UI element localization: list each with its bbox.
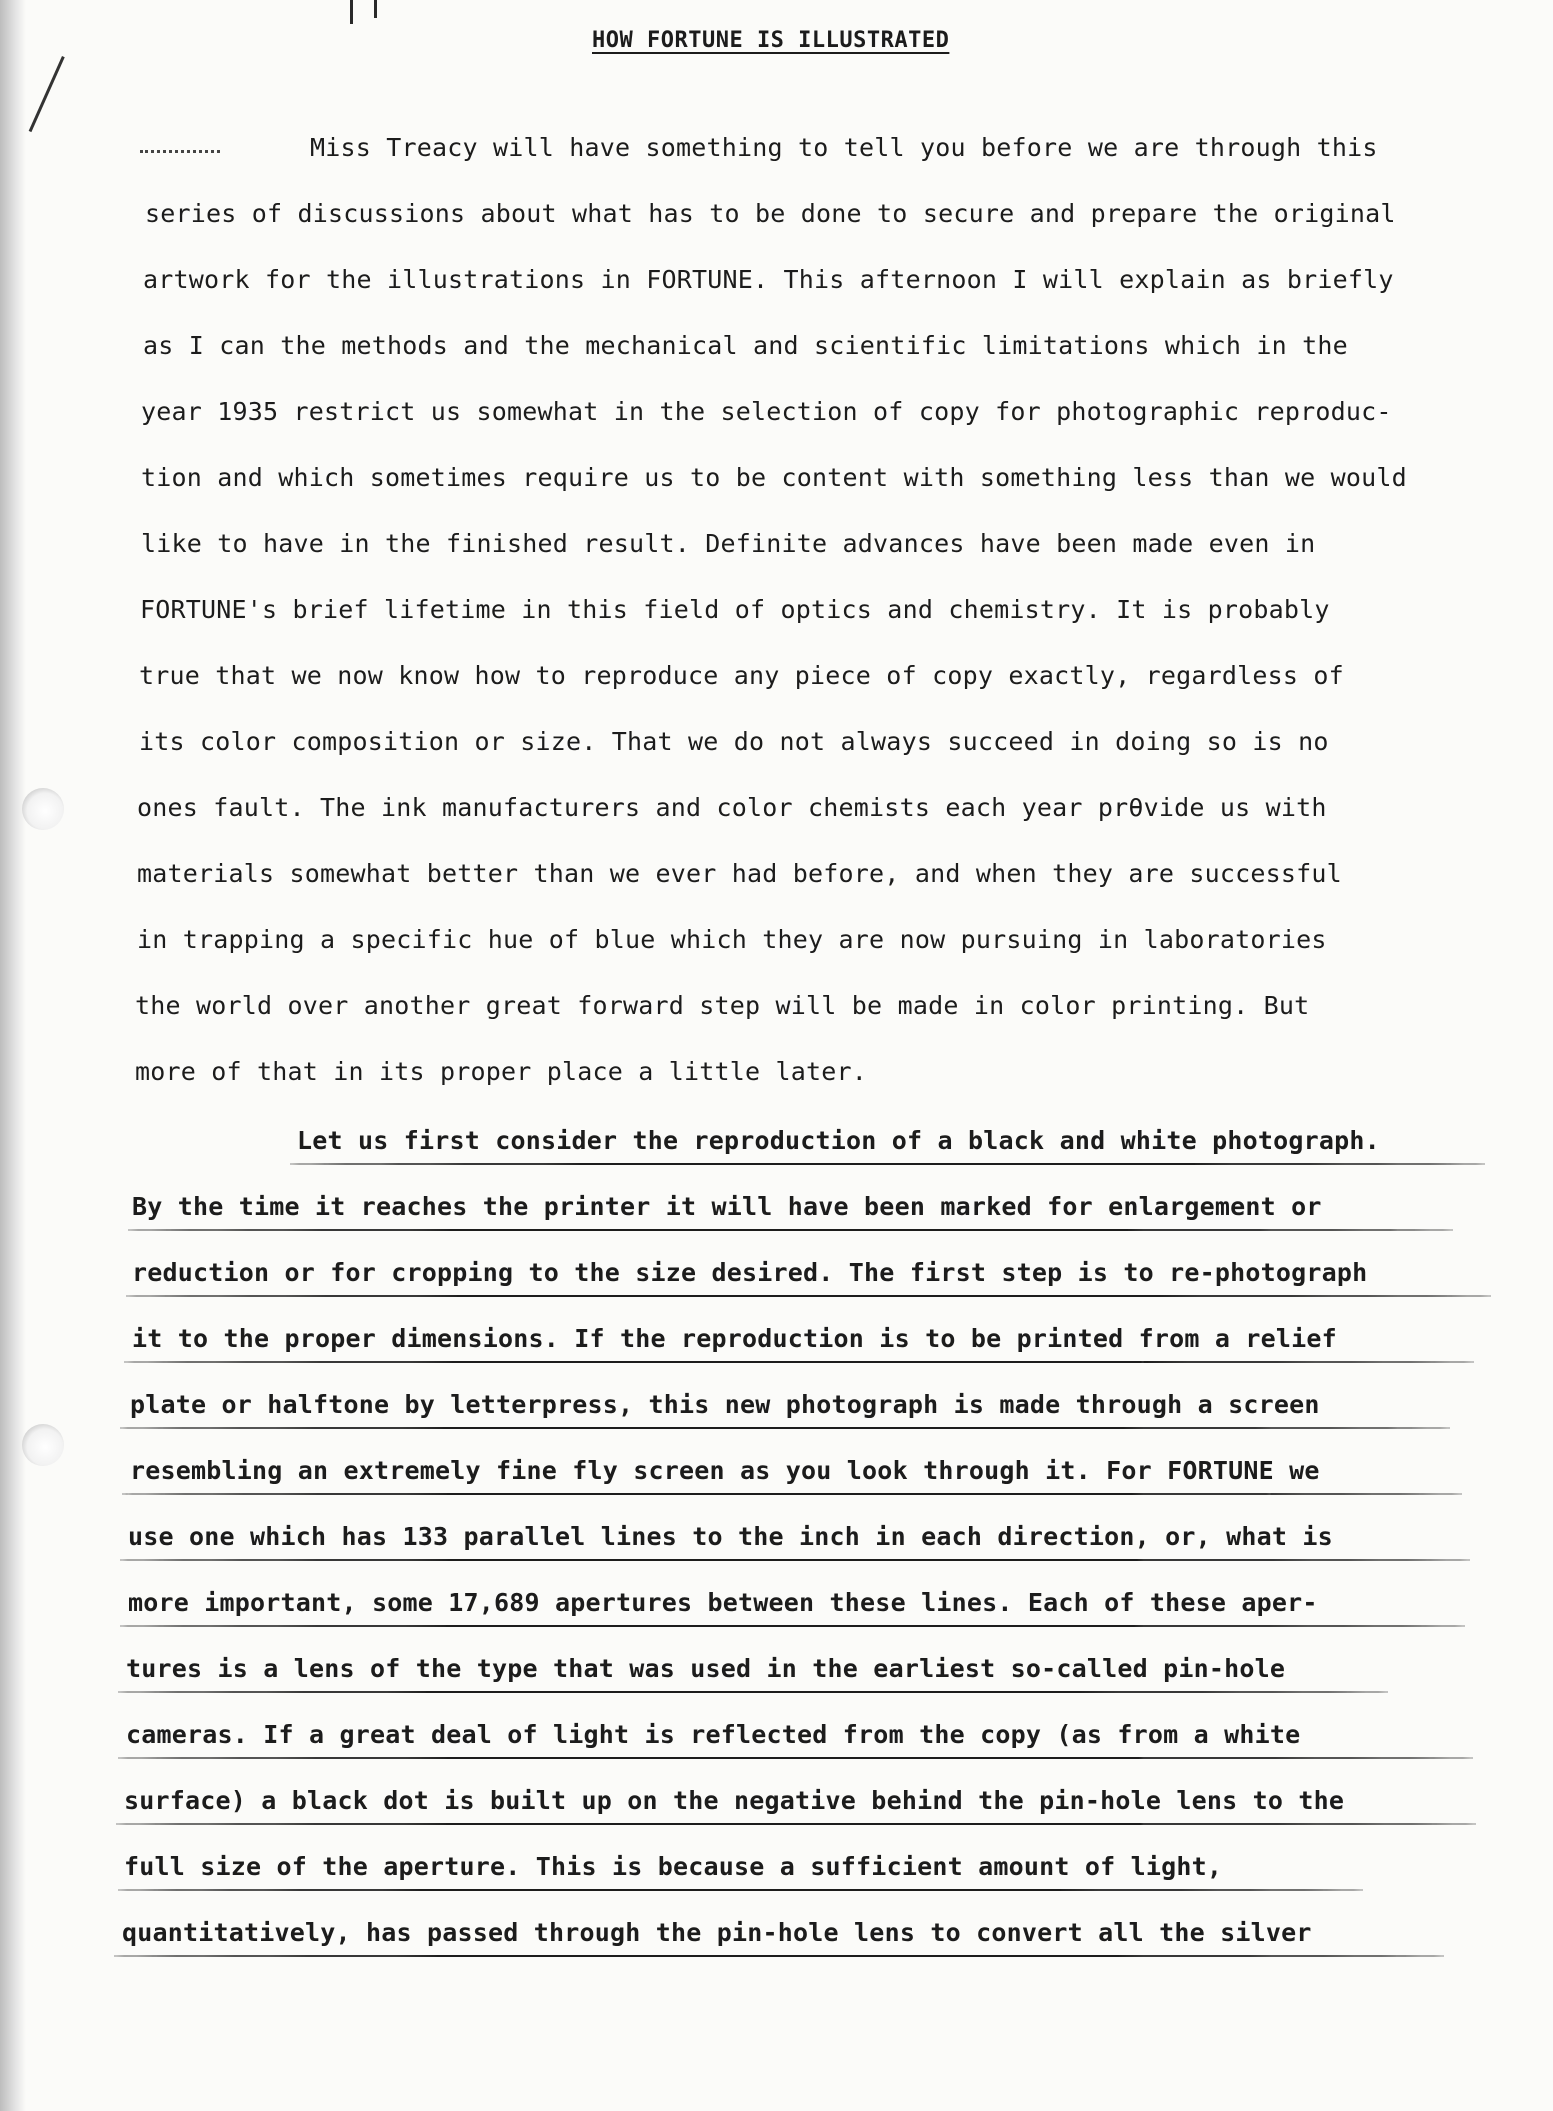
pen-underline — [118, 1691, 1388, 1693]
text-line: tures is a lens of the type that was used in the earliest so-called pin-hole — [126, 1654, 1286, 1683]
margin-dash-marks — [140, 150, 220, 159]
text-line: ones fault. The ink manufacturers and color chemists each year prθvide us with — [137, 793, 1327, 822]
pen-underline — [124, 1361, 1474, 1363]
text-line: cameras. If a great deal of light is reflected from the copy (as from a white — [126, 1720, 1301, 1749]
text-line: it to the proper dimensions. If the reproduction is to be printed from a relief — [132, 1324, 1337, 1353]
text-line: its color composition or size. That we do not always succeed in doing so is no — [139, 727, 1329, 756]
pen-underline — [114, 1955, 1444, 1957]
pen-underline — [118, 1889, 1363, 1891]
text-line: year 1935 restrict us somewhat in the selection of copy for photographic reproduc- — [141, 397, 1392, 426]
text-line: Let us first consider the reproduction of a black and white photograph. — [297, 1126, 1380, 1155]
text-line: materials somewhat better than we ever had before, and when they are successful — [137, 859, 1342, 888]
text-line: resembling an extremely fine fly screen as you look through it. For FORTUNE we — [130, 1456, 1320, 1485]
pen-underline — [120, 1559, 1470, 1561]
text-line: like to have in the finished result. Definite advances have been made even in — [141, 529, 1316, 558]
text-line: use one which has 133 parallel lines to the inch in each direction, or, what is — [128, 1522, 1333, 1551]
text-line: full size of the aperture. This is because a sufficient amount of light, — [124, 1852, 1223, 1881]
pen-underline — [120, 1625, 1465, 1627]
punch-hole-icon — [22, 788, 64, 830]
text-line: Miss Treacy will have something to tell you before we are through this — [310, 133, 1378, 162]
top-pen-marks — [350, 0, 410, 30]
text-line: By the time it reaches the printer it will have been marked for enlargement or — [132, 1192, 1322, 1221]
text-line: true that we now know how to reproduce any piece of copy exactly, regardless of — [139, 661, 1344, 690]
pen-mark — [29, 56, 65, 132]
text-line: tion and which sometimes require us to be content with something less than we would — [141, 463, 1407, 492]
pen-underline — [116, 1823, 1476, 1825]
text-line: surface) a black dot is built up on the negative behind the pin-hole lens to the — [124, 1786, 1345, 1815]
pen-underline — [120, 1427, 1450, 1429]
pen-underline — [128, 1229, 1453, 1231]
text-line: quantitatively, has passed through the pin-hole lens to convert all the silver — [122, 1918, 1312, 1947]
pen-underline — [122, 1493, 1462, 1495]
text-line: series of discussions about what has to be done to secure and prepare the original — [145, 199, 1396, 228]
pen-underline — [118, 1757, 1473, 1759]
text-line: reduction or for cropping to the size desired. The first step is to re-photograph — [132, 1258, 1368, 1287]
text-line: as I can the methods and the mechanical and scientific limitations which in the — [143, 331, 1348, 360]
text-line: more of that in its proper place a little later. — [135, 1057, 868, 1086]
punch-hole-icon — [22, 1424, 64, 1466]
text-line: in trapping a specific hue of blue which they are now pursuing in laboratories — [137, 925, 1327, 954]
text-line: plate or halftone by letterpress, this new photograph is made through a screen — [130, 1390, 1320, 1419]
scan-shadow-edge — [0, 0, 26, 2111]
text-line: the world over another great forward step will be made in color printing. But — [135, 991, 1310, 1020]
text-line: artwork for the illustrations in FORTUNE. This afternoon I will explain as briefly — [143, 265, 1394, 294]
pen-underline — [290, 1163, 1485, 1165]
pen-underline — [126, 1295, 1491, 1297]
text-line: FORTUNE's brief lifetime in this field of optics and chemistry. It is probably — [140, 595, 1330, 624]
document-title: HOW FORTUNE IS ILLUSTRATED — [592, 28, 950, 53]
text-line: more important, some 17,689 apertures between these lines. Each of these aper- — [128, 1588, 1318, 1617]
